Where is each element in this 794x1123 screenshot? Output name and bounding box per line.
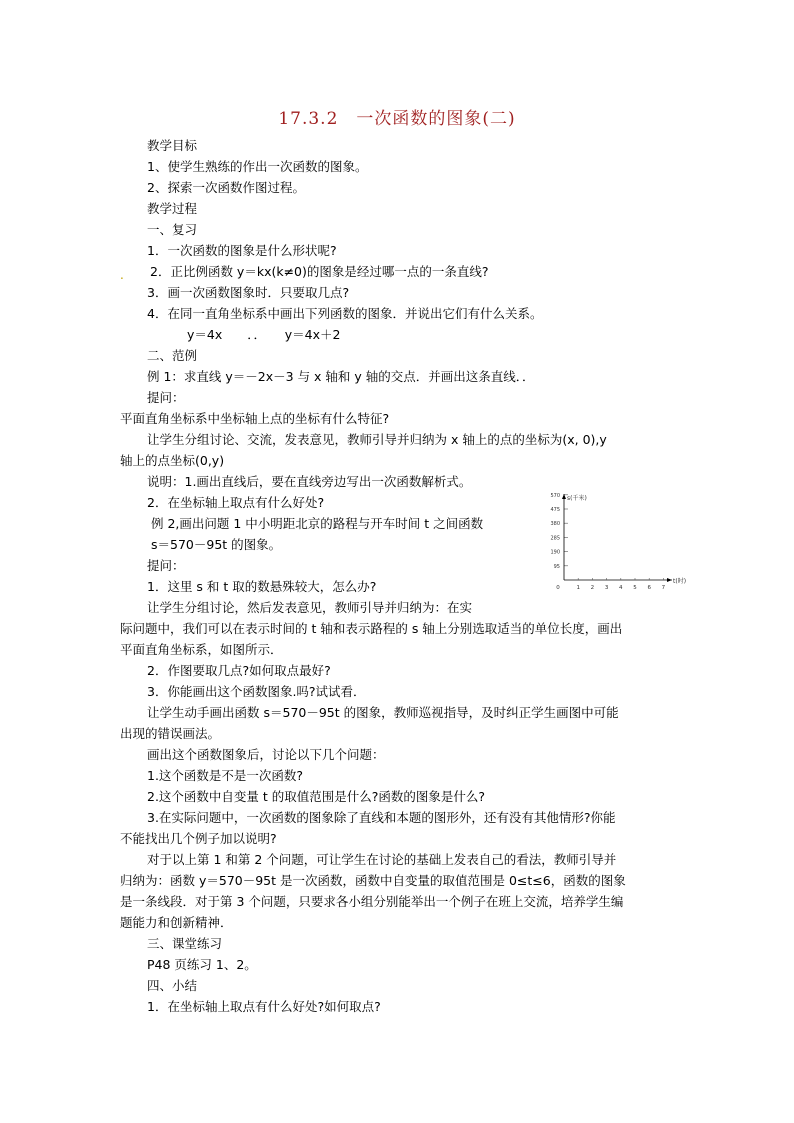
x-axis-arrow bbox=[667, 578, 672, 582]
document-title: 17.3.2 一次函数的图象(二) bbox=[278, 109, 516, 129]
y-tick-label: 190 bbox=[550, 549, 560, 556]
text-line: 教学过程 bbox=[147, 201, 198, 216]
text-line: 4．在同一直角坐标系中画出下列函数的图象．并说出它们有什么关系。 bbox=[147, 306, 543, 321]
text-line: 轴上的点坐标(0,y) bbox=[120, 453, 225, 468]
text-line: 2．作图要取几点?如何取点最好? bbox=[147, 663, 331, 678]
x-tick-label: 6 bbox=[647, 585, 651, 591]
text-line: 归纳为：函数 y＝570－95t 是一次函数，函数中自变量的取值范围是 0≤t≤6，函数的图象 bbox=[120, 873, 626, 888]
text-line: 题能力和创新精神． bbox=[120, 915, 233, 930]
text-line: 2、探索一次函数作图过程。 bbox=[147, 180, 305, 195]
x-axis-label: t(时) bbox=[673, 578, 687, 585]
text-line: 1、使学生熟练的作出一次函数的图象。 bbox=[147, 159, 368, 174]
text-line: 画出这个函数图象后，讨论以下几个问题： bbox=[147, 747, 385, 762]
text-line: 四、小结 bbox=[147, 978, 198, 993]
y-tick-label: 380 bbox=[550, 521, 560, 528]
text-line: 出现的错误画法。 bbox=[120, 726, 221, 741]
y-tick-label: 475 bbox=[550, 507, 560, 513]
text-line: 2.这个函数中自变量 t 的取值范围是什么?函数的图象是什么? bbox=[147, 789, 486, 804]
text-line: 提问： bbox=[147, 390, 185, 405]
text-line: 例 1：求直线 y＝－2x－3 与 x 轴和 y 轴的交点．并画出这条直线．． bbox=[147, 369, 535, 384]
text-line: 1．在坐标轴上取点有什么好处?如何取点? bbox=[147, 999, 381, 1014]
x-tick-label: 7 bbox=[661, 585, 666, 591]
text-line: 不能找出几个例子加以说明? bbox=[120, 831, 277, 846]
text-line: y＝4x ．． y＝4x＋2 bbox=[187, 327, 341, 342]
text-line: 让学生分组讨论、交流，发表意见，教师引导并归纳为 x 轴上的点的坐标为(x, 0),y bbox=[147, 432, 607, 447]
coordinate-chart bbox=[540, 486, 688, 598]
text-line: 1．一次函数的图象是什么形状呢? bbox=[147, 243, 337, 258]
text-line: 平面直角坐标系中坐标轴上点的坐标有什么特征? bbox=[120, 411, 390, 426]
y-tick-label: 285 bbox=[550, 535, 560, 542]
text-line: 教学目标 bbox=[147, 138, 198, 153]
text-line: 2．在坐标轴上取点有什么好处? bbox=[147, 495, 325, 510]
x-tick-label: 1 bbox=[576, 585, 580, 591]
text-line: s＝570－95t 的图象。 bbox=[151, 537, 282, 552]
text-line: 一、复习 bbox=[147, 222, 198, 237]
text-line: 3．你能画出这个函数图象.吗?试试看． bbox=[147, 684, 366, 699]
text-line: 1．这里 s 和 t 取的数悬殊较大，怎么办? bbox=[147, 579, 377, 594]
y-tick-label: 95 bbox=[553, 563, 560, 570]
text-line: P48 页练习 1、2。 bbox=[147, 957, 257, 972]
y-tick-label: 570 bbox=[550, 492, 560, 499]
x-tick-label: 2 bbox=[590, 585, 595, 591]
text-line: 1.这个函数是不是一次函数? bbox=[147, 768, 304, 783]
text-line: 三、课堂练习 bbox=[147, 936, 223, 951]
x-tick-label: 5 bbox=[633, 585, 637, 591]
x-tick-label: 3 bbox=[604, 585, 609, 591]
text-line: 2．正比例函数 y＝kx(k≠0)的图象是经过哪一点的一条直线? bbox=[150, 264, 489, 279]
text-line: 3．画一次函数图象时．只要取几点? bbox=[147, 285, 350, 300]
margin-dot: . bbox=[120, 268, 124, 282]
text-line: 说明：1.画出直线后，要在直线旁边写出一次函数解析式。 bbox=[147, 474, 472, 489]
text-line: 3.在实际问题中，一次函数的图象除了直线和本题的图形外，还有没有其他情形?你能 bbox=[147, 810, 616, 825]
text-line: 二、范例 bbox=[147, 348, 198, 363]
text-line: 际问题中，我们可以在表示时间的 t 轴和表示路程的 s 轴上分别选取适当的单位长度，画出 bbox=[120, 621, 623, 636]
text-line: 例 2,画出问题 1 中小明距北京的路程与开车时间 t 之间函数 bbox=[151, 516, 484, 531]
text-line: 对于以上第 1 和第 2 个问题，可让学生在讨论的基础上发表自己的看法，教师引导并 bbox=[147, 852, 617, 867]
y-axis-label: s(千米) bbox=[567, 495, 587, 502]
text-line: 让学生动手画出函数 s＝570－95t 的图象，教师巡视指导，及时纠正学生画图中可能 bbox=[147, 705, 619, 720]
x-tick-label: 0 bbox=[556, 585, 560, 591]
text-line: 让学生分组讨论，然后发表意见，教师引导并归纳为：在实 bbox=[147, 600, 473, 615]
text-line: 平面直角坐标系，如图所示． bbox=[120, 642, 283, 657]
text-line: 提问： bbox=[147, 558, 185, 573]
text-line: 是一条线段．对于第 3 个问题，只要求各小组分别能举出一个例子在班上交流，培养学生编 bbox=[120, 894, 624, 909]
x-tick-label: 4 bbox=[619, 585, 623, 591]
